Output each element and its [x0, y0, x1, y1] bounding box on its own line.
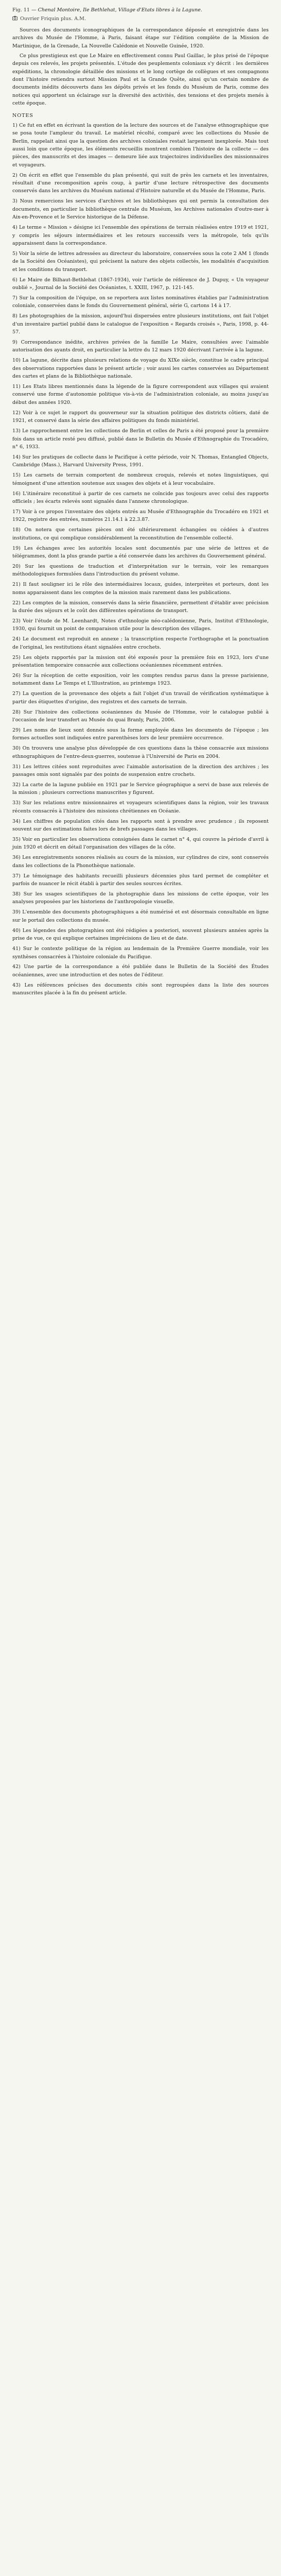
- footnote: 17) Voir à ce propos l'inventaire des objets entrés au Musée d'Ethnographie du Trocadéro en 1921 et 1922, registre des entrées, numéros 21.14.1 à 22.3.87.: [12, 509, 269, 523]
- footnote: 12) Voir à ce sujet le rapport du gouverneur sur la situation politique des districts côtiers, daté de 1921, et conservé dans la série des affaires politiques du fonds ministériel.: [12, 410, 269, 424]
- footnote: 9) Correspondance inédite, archives privées de la famille Le Maire, consultées avec l'aimable autorisation des ayants droit, en particulier la lettre du 12 mars 1920 décrivant l'arrivée à la lagune.: [12, 340, 269, 353]
- notes-list: [12, 122, 269, 997]
- footnote: 27) La question de la provenance des objets a fait l'objet d'un travail de vérification systématique à partir des étiquettes d'origine, des registres et des carnets de terrain.: [12, 691, 269, 705]
- footnote: 24) Le document est reproduit en annexe ; la transcription respecte l'orthographe et la ponctuation de l'original, les restitutions étant signalées entre crochets.: [12, 636, 269, 650]
- footnote: 33) Sur les relations entre missionnaires et voyageurs scientifiques dans la région, voir les travaux récents consacrés à l'histoire des missions chrétiennes en Océanie.: [12, 800, 269, 814]
- footnote: 31) Les lettres citées sont reproduites avec l'aimable autorisation de la direction des archives ; les passages omis sont signalés par des points de suspension entre crochets.: [12, 764, 269, 778]
- footnote: 34) Les chiffres de population cités dans les rapports sont à prendre avec prudence ; ils reposent souvent sur des estimations faites lors de brefs passages dans les villages.: [12, 818, 269, 833]
- footnote: 25) Les objets rapportés par la mission ont été exposés pour la première fois en 1923, lors d'une présentation temporaire consacrée aux collections océaniennes récemment entrées.: [12, 654, 269, 668]
- intro-paragraph: Sources des documents iconographiques de la correspondance déposée et enregistrée dans les archives du Musée de l'Homme, à Paris, faisant étape sur l'édition complète de la Mission de Martinique, de la Grenade, La Nouvelle Calédonie et Nouvelle Guinée, 1920.: [12, 27, 269, 49]
- footnote: 2) On écrit en effet que l'ensemble du plan présenté, qui suit de près les carnets et les inventaires, résultait d'une recomposition après coup, à partir d'une lecture rétrospective des documents conservés dans les archives du Muséum national d'Histoire naturelle et du Musée de l'Homme, Paris.: [12, 172, 269, 194]
- footnote: 14) Sur les pratiques de collecte dans le Pacifique à cette période, voir N. Thomas, Entangled Objects, Cambridge (Mass.), Harvard University Press, 1991.: [12, 454, 269, 468]
- footnote: 10) La lagune, décrite dans plusieurs relations de voyage du XIXe siècle, constitue le cadre principal des observations rapportées dans le présent article ; voir aussi les cartes conservées au Département des cartes et plans de la Bibliothèque nationale.: [12, 358, 269, 380]
- footnote: 8) Les photographies de la mission, aujourd'hui dispersées entre plusieurs institutions, ont fait l'objet d'un inventaire partiel publié dans le catalogue de l'exposition « Regards croisés », Paris, 1998, p. 44-57.: [12, 313, 269, 335]
- figure-caption: Fig. 11 — Chenal Montoire, Ile Bethlehat, Village d'Etats libres à la Lagune.: [12, 7, 202, 13]
- footnote: 23) Voir l'étude de M. Leenhardt, Notes d'ethnologie néo-calédonienne, Paris, Institut d'Ethnologie, 1930, qui fournit un point de comparaison utile pour la description des villages.: [12, 618, 269, 632]
- figure-credit: [12, 15, 269, 23]
- footnote: 22) Les comptes de la mission, conservés dans la série financière, permettent d'établir avec précision la durée des séjours et le coût des différentes opérations de transport.: [12, 600, 269, 614]
- footnote: 18) On notera que certaines pièces ont été ultérieurement échangées ou cédées à d'autres institutions, ce qui complique considérablement la reconstitution de l'ensemble collecté.: [12, 527, 269, 541]
- footnote: 43) Les références précises des documents cités sont regroupées dans la liste des sources manuscrites placée à la fin du présent article.: [12, 982, 269, 996]
- footnote: 36) Les enregistrements sonores réalisés au cours de la mission, sur cylindres de cire, sont conservés dans les collections de la Phonothèque nationale.: [12, 855, 269, 869]
- figure-label: Fig. 11: [12, 7, 30, 13]
- footnote: 5) Voir la série de lettres adressées au directeur du laboratoire, conservées sous la cote 2 AM 1 (fonds de la Société des Océanistes), qui précisent la nature des objets collectés, les modalités d'acquisition et les conditions du transport.: [12, 250, 269, 273]
- footnote: 26) Sur la réception de cette exposition, voir les comptes rendus parus dans la presse parisienne, notamment dans Le Temps et L'Illustration, au printemps 1923.: [12, 672, 269, 687]
- footnote: 3) Nous remercions les services d'archives et les bibliothèques qui ont permis la consultation des documents, en particulier la bibliothèque centrale du Muséum, les Archives nationales d'outre-mer à Aix-en-Provence et le Service historique de la Défense.: [12, 198, 269, 221]
- footnote: 11) Les Etats libres mentionnés dans la légende de la figure correspondent aux villages qui avaient conservé une forme d'autonomie politique vis-à-vis de l'administration coloniale, au moins jusqu'au début des années 1920.: [12, 384, 269, 405]
- footnote: 42) Une partie de la correspondance a été publiée dans le Bulletin de la Société des Études océaniennes, avec une introduction et des notes de l'éditeur.: [12, 964, 269, 978]
- footnote: 29) Les noms de lieux sont donnés sous la forme employée dans les documents de l'époque ; les formes actuelles sont indiquées entre parenthèses lors de leur première occurrence.: [12, 727, 269, 741]
- intro-paragraph: Ce plus prestigieux est que Le Maire en effectivement connu Paul Gaillac, le plus prisé de l'époque depuis ces relevés, les projets présentés. L'étude des peuplements coloniaux s'y décrit : les dernières expéditions, la chronologie détaillée des missions et le long cortège de collègues et ses compagnons dont l'histoire retiendra surtout Mission Paul et la Grande Quête, ainsi qu'un certain nombre de documents inédits découverts dans les dépôts privés et les fonds du Muséum de Paris, comme des notices qui apportent un éclairage sur la diversité des activités, des tensions et des projets menés à cette époque.: [12, 53, 269, 107]
- footnote: 15) Les carnets de terrain comportent de nombreux croquis, relevés et notes linguistiques, qui témoignent d'une attention soutenue aux usages des objets et à leur vocabulaire.: [12, 472, 269, 486]
- footnote: 19) Les échanges avec les autorités locales sont documentés par une série de lettres et de télégrammes, dont la plus grande partie a été conservée dans les archives du Gouvernement général.: [12, 545, 269, 559]
- footnote: 6) Le Maire de Bilhaut-Bethlehat (1867-1934), voir l'article de référence de J. Dupuy, « Un voyageur oublié », Journal de la Société des Océanistes, t. XXIII, 1967, p. 121-145.: [12, 277, 269, 291]
- intro: [12, 26, 269, 108]
- footnote: 30) On trouvera une analyse plus développée de ces questions dans la thèse consacrée aux missions ethnographiques de l'entre-deux-guerres, soutenue à l'Université de Paris en 2004.: [12, 745, 269, 759]
- footnote: 28) Sur l'histoire des collections océaniennes du Musée de l'Homme, voir le catalogue publié à l'occasion de leur transfert au Musée du quai Branly, Paris, 2006.: [12, 709, 269, 723]
- footnote: 35) Voir en particulier les observations consignées dans le carnet n° 4, qui couvre la période d'avril à juin 1920 et décrit en détail l'organisation des villages de la côte.: [12, 837, 269, 851]
- notes-heading: NOTES: [12, 112, 33, 118]
- camera-icon: [12, 15, 17, 21]
- footnote: 32) La carte de la lagune publiée en 1921 par le Service géographique a servi de base aux relevés de la mission ; plusieurs corrections manuscrites y figurent.: [12, 782, 269, 796]
- footnote: 13) Le rapprochement entre les collections de Berlin et celles de Paris a été proposé pour la première fois dans un article resté peu diffusé, publié dans le Bulletin du Musée d'Ethnographie du Trocadéro, n° 6, 1933.: [12, 428, 269, 450]
- footnote: 37) Le témoignage des habitants recueilli plusieurs décennies plus tard permet de compléter et parfois de nuancer le récit établi à partir des seules sources écrites.: [12, 873, 269, 887]
- footnote: 41) Sur le contexte politique de la région au lendemain de la Première Guerre mondiale, voir les synthèses consacrées à l'histoire coloniale du Pacifique.: [12, 946, 269, 960]
- figure-title: Chenal Montoire, Ile Bethlehat, Village d'Etats libres à la Lagune.: [38, 7, 202, 13]
- footnote: 16) L'itinéraire reconstitué à partir de ces carnets ne coïncide pas toujours avec celui des rapports officiels ; les écarts relevés sont signalés dans l'annexe chronologique.: [12, 490, 269, 504]
- footnote: 4) Le terme « Mission » désigne ici l'ensemble des opérations de terrain réalisées entre 1919 et 1921, y compris les séjours intermédiaires et les retours successifs vers la métropole, tels qu'ils apparaissent dans la correspondance.: [12, 225, 269, 246]
- footnote: 40) Les légendes des photographies ont été rédigées a posteriori, souvent plusieurs années après la prise de vue, ce qui explique certaines imprécisions de lieu et de date.: [12, 927, 269, 942]
- figure-credit-text: Ouvrier Friquin plus. A.M.: [20, 16, 86, 22]
- footnote: 7) Sur la composition de l'équipe, on se reportera aux listes nominatives établies par l'administration coloniale, conservées dans le fonds du Gouvernement général, série G, cartons 14 à 17.: [12, 295, 269, 309]
- footnote: 1) Ce fut en effet en écrivant la question de la lecture des sources et de l'analyse ethnographique que se posa toute l'ampleur du travail. Le matériel récolté, comparé avec les collections du Musée de Berlin, rappelait ainsi que la question des archives coloniales restait largement inexplorée. Mais tout aussi loin que cette époque, les éléments recueillis montrent combien l'histoire de la collecte — des pièces, des manuscrits et des images — demeure liée aux trajectoires individuelles des missionnaires et voyageurs.: [12, 122, 269, 168]
- footnote: 39) L'ensemble des documents photographiques a été numérisé et est désormais consultable en ligne sur le portail des collections du musée.: [12, 909, 269, 923]
- footnote: 20) Sur les questions de traduction et d'interprétation sur le terrain, voir les remarques méthodologiques formulées dans l'introduction du présent volume.: [12, 563, 269, 578]
- footnote: 21) Il faut souligner ici le rôle des intermédiaires locaux, guides, interprètes et porteurs, dont les noms apparaissent dans les comptes de la mission mais rarement dans les publications.: [12, 582, 269, 596]
- footnote: 38) Sur les usages scientifiques de la photographie dans les missions de cette époque, voir les analyses proposées par les historiens de l'anthropologie visuelle.: [12, 891, 269, 905]
